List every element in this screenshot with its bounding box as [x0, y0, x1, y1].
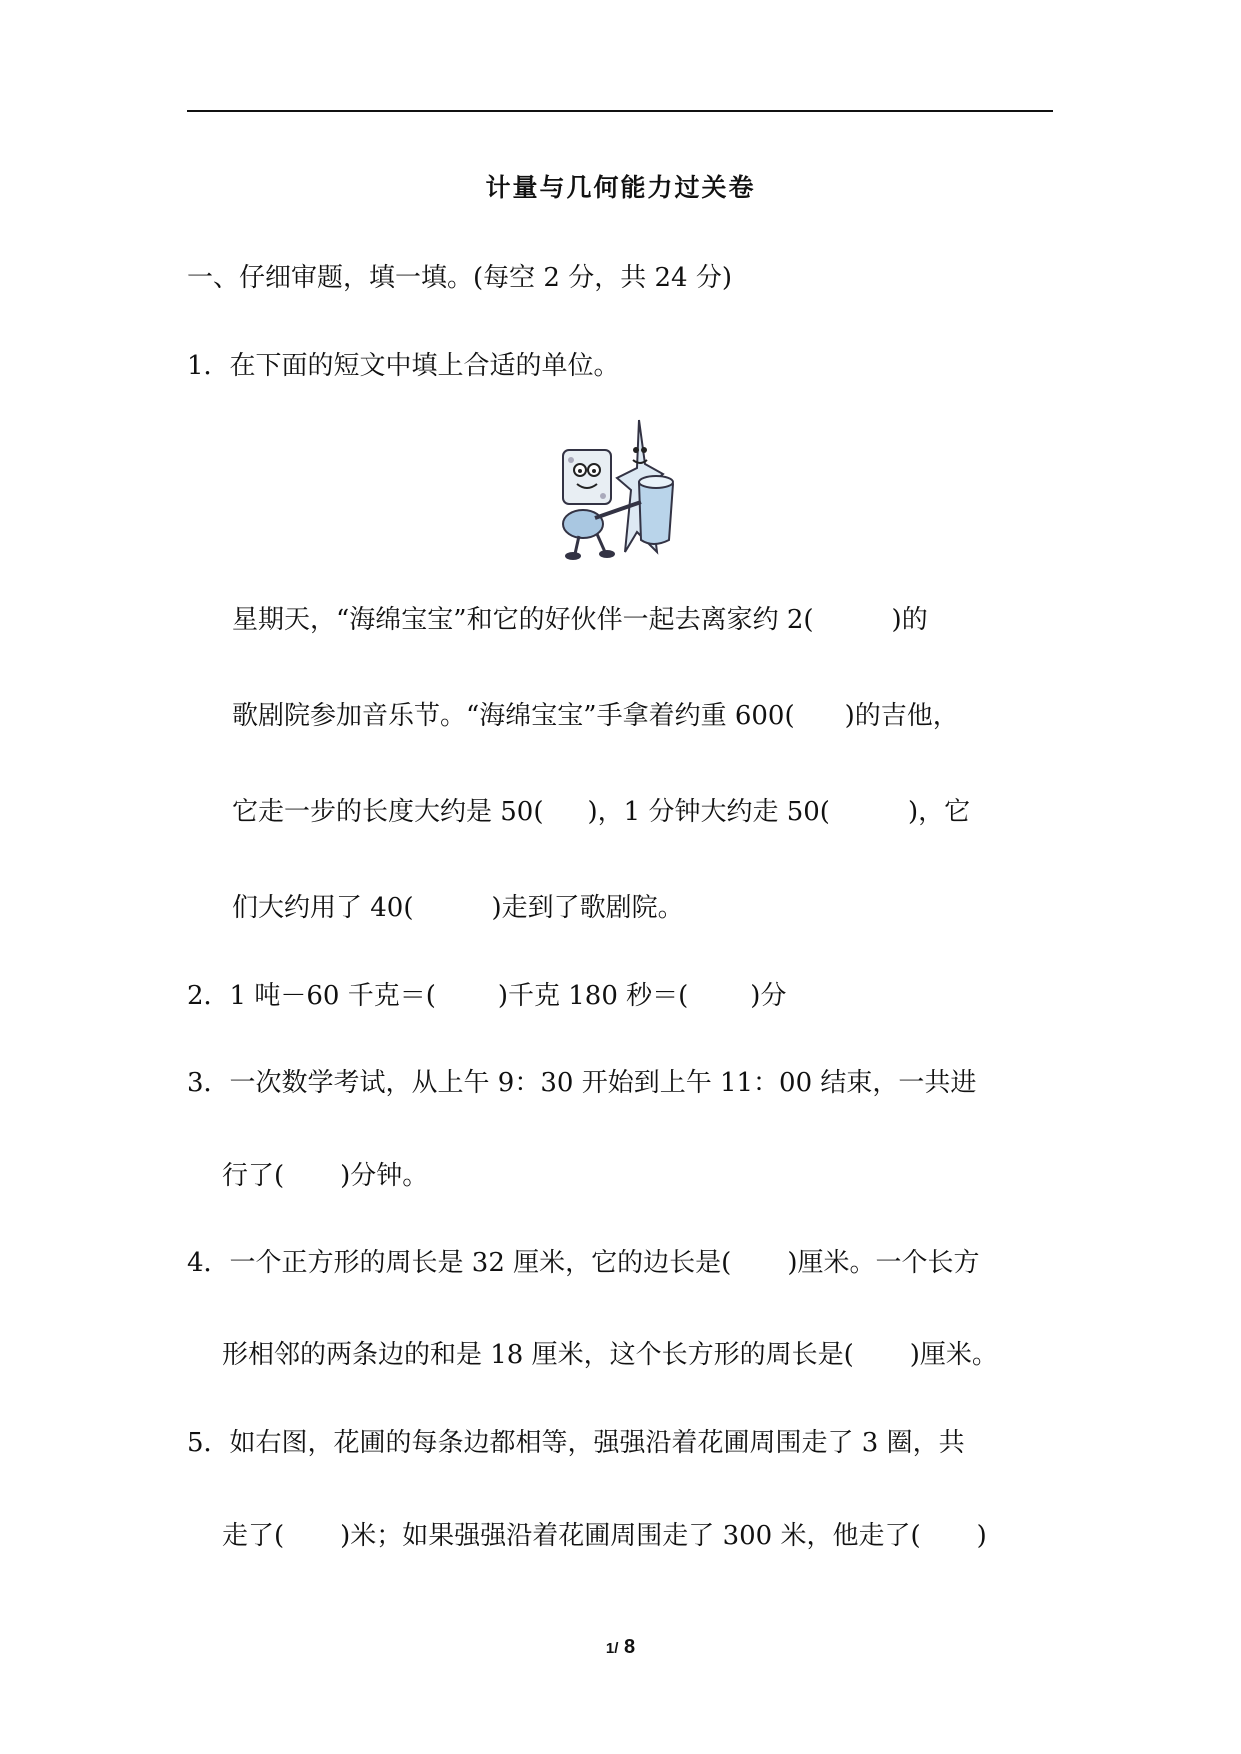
question-5-line-2	[222, 1518, 987, 1554]
question-2	[187, 978, 786, 1014]
passage-text: )走到了歌剧院。	[491, 893, 684, 923]
question-text: )	[976, 1521, 987, 1551]
question-4-line-2	[222, 1337, 998, 1373]
passage-text: )的吉他，	[844, 701, 959, 731]
question-text: 走了(	[222, 1521, 285, 1551]
question-1-prompt: 1．在下面的短文中填上合适的单位。	[187, 351, 620, 381]
question-5-line-1: 5．如右图，花圃的每条边都相等，强强沿着花圃周围走了 3 圈，共	[187, 1428, 965, 1458]
page-title: 计量与几何能力过关卷	[485, 173, 756, 202]
question-text: )千克 180 秒＝(	[497, 981, 689, 1011]
spongebob-patrick-music-icon	[553, 412, 693, 562]
passage-text: 们大约用了 40(	[232, 893, 414, 923]
page-number	[0, 1636, 1241, 1659]
passage-text: 歌剧院参加音乐节。“海绵宝宝”手拿着约重 600(	[232, 701, 795, 731]
passage-text: 它走一步的长度大约是 50(	[232, 797, 544, 827]
question-text: )厘米。	[909, 1340, 998, 1370]
page-current: 1/	[605, 1640, 619, 1657]
page-total: 8	[623, 1636, 636, 1658]
question-text: 行了(	[222, 1161, 285, 1191]
section-heading: 一、仔细审题，填一填。(每空 2 分，共 24 分)	[187, 263, 732, 293]
question-4-line-1	[187, 1245, 979, 1281]
question-text: 4．一个正方形的周长是 32 厘米，它的边长是(	[187, 1248, 732, 1278]
passage-line-4	[232, 890, 684, 926]
question-text: 2．1 吨－60 千克＝(	[187, 981, 436, 1011]
question-3-line-1: 3．一次数学考试，从上午 9：30 开始到上午 11：00 结束，一共进	[187, 1068, 977, 1098]
question-text: )分	[750, 981, 787, 1011]
question-text: )分钟。	[340, 1161, 429, 1191]
passage-line-2	[232, 698, 959, 734]
passage-text: )的	[891, 605, 928, 635]
passage-text: )，1 分钟大约走 50(	[587, 797, 830, 827]
passage-text: )，它	[907, 797, 971, 827]
question-text: )米；如果强强沿着花圃周围走了 300 米，他走了(	[340, 1521, 921, 1551]
passage-line-1	[232, 602, 928, 638]
question-text: 形相邻的两条边的和是 18 厘米，这个长方形的周长是(	[222, 1340, 854, 1370]
question-text: )厘米。一个长方	[787, 1248, 980, 1278]
header-rule	[187, 110, 1053, 112]
passage-text: 星期天，“海绵宝宝”和它的好伙伴一起去离家约 2(	[232, 605, 814, 635]
passage-line-3	[232, 794, 970, 830]
question-3-line-2	[222, 1158, 428, 1194]
